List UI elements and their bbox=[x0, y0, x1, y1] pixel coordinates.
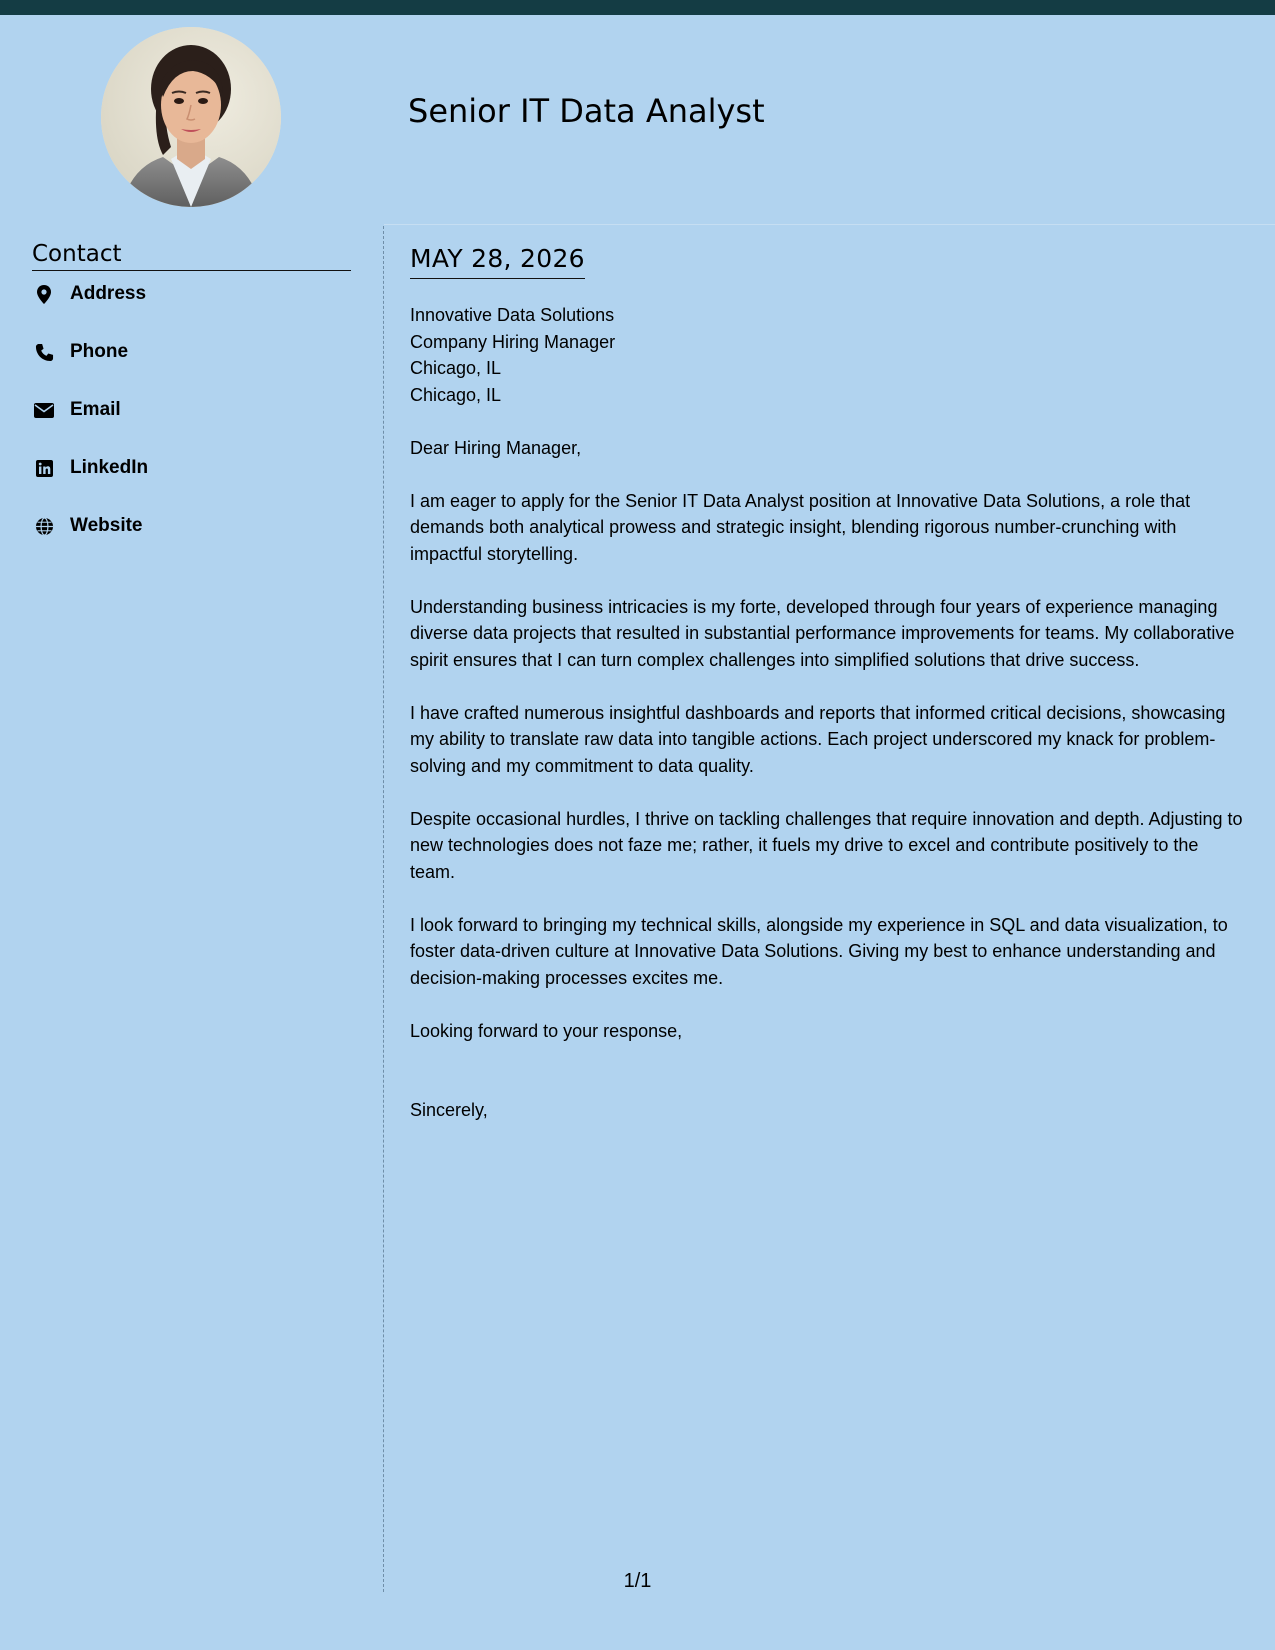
recipient-city: Chicago, IL bbox=[410, 384, 502, 405]
letter-body bbox=[410, 302, 1248, 1124]
contact-label: Address bbox=[70, 283, 147, 304]
recipient-block bbox=[410, 302, 1248, 408]
map-pin-icon bbox=[32, 283, 56, 305]
contact-label: LinkedIn bbox=[70, 457, 149, 478]
body-paragraph: I have crafted numerous insightful dashboards and reports that informed critical decisions, showcasing my ability to translate raw data into tangible actions. Each project underscored my knack for problem-solving and my commitment to data quality. bbox=[410, 702, 1226, 776]
linkedin-icon bbox=[32, 457, 56, 479]
signoff: Sincerely, bbox=[410, 1100, 488, 1120]
body-paragraph: Understanding business intricacies is my forte, developed through four years of experience managing diverse data projects that resulted in substantial performance improvements for teams. My collaborative spirit ensures that I can turn complex challenges into simplified solutions that drive success. bbox=[410, 596, 1235, 670]
letter-date: MAY 28, 2026 bbox=[410, 244, 585, 279]
recipient-city: Chicago, IL bbox=[410, 358, 502, 378]
column-divider bbox=[383, 226, 384, 1592]
globe-icon bbox=[32, 515, 56, 537]
job-title: Senior IT Data Analyst bbox=[408, 92, 765, 130]
top-bar bbox=[0, 0, 1275, 15]
contact-item-email[interactable] bbox=[32, 399, 148, 457]
body-paragraph: I am eager to apply for the Senior IT Data Analyst position at Innovative Data Solutions, a role that demands both analytical prowess and strategic insight, blending rigorous number-crunching with impactful storytelling. bbox=[410, 490, 1191, 564]
recipient-company: Innovative Data Solutions bbox=[410, 305, 615, 325]
body-paragraph: I look forward to bringing my technical skills, alongside my experience in SQL and data visualization, to foster data-driven culture at Innovative Data Solutions. Giving my best to enhance understanding and decision-making processes excites me. bbox=[410, 914, 1228, 988]
page-number: 1/1 bbox=[623, 1570, 652, 1592]
phone-icon bbox=[32, 341, 56, 363]
contact-heading: Contact bbox=[32, 241, 351, 271]
contact-item-website[interactable] bbox=[32, 515, 148, 573]
salutation: Dear Hiring Manager, bbox=[410, 437, 582, 458]
body-paragraph: Despite occasional hurdles, I thrive on tackling challenges that require innovation and depth. Adjusting to new technologies does not faze me; rather, it fuels my drive to excel and contribute positively to the team. bbox=[410, 808, 1243, 882]
contact-item-linkedin[interactable] bbox=[32, 457, 148, 515]
contact-label: Phone bbox=[70, 341, 129, 362]
closing-line: Looking forward to your response, bbox=[410, 1020, 683, 1041]
profile-photo bbox=[101, 27, 281, 207]
contact-list bbox=[32, 283, 148, 573]
header-divider bbox=[384, 224, 1275, 225]
contact-label: Email bbox=[70, 399, 121, 420]
contact-label: Website bbox=[70, 515, 143, 536]
envelope-icon bbox=[32, 399, 56, 421]
recipient-title: Company Hiring Manager bbox=[410, 331, 616, 352]
contact-item-address[interactable] bbox=[32, 283, 148, 341]
contact-item-phone[interactable] bbox=[32, 341, 148, 399]
